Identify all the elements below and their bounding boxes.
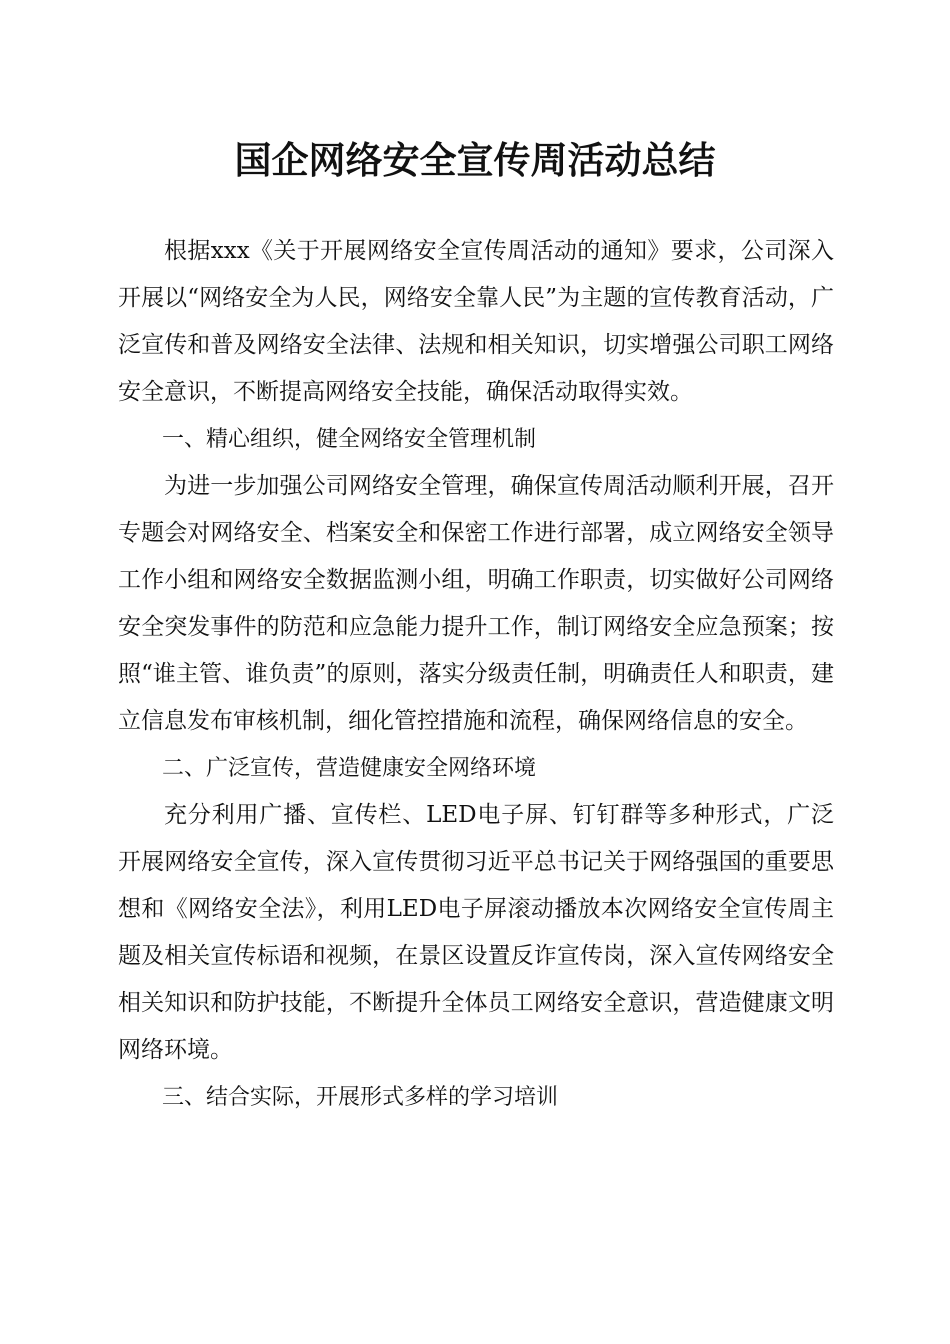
document-body <box>118 228 834 1121</box>
section-body-2: 充分利用广播、宣传栏、LED电子屏、钉钉群等多种形式，广泛开展网络安全宣传，深入宣传贯彻习近平总书记关于网络强国的重要思想和《网络安全法》，利用LED电子屏滚动播放本次网络安全宣传周主题及相关宣传标语和视频，在景区设置反诈宣传岗，深入宣传网络安全相关知识和防护技能，不断提升全体员工网络安全意识，营造健康文明网络环境。 <box>118 802 834 1063</box>
section-heading-1: 一、精心组织，健全网络安全管理机制 <box>162 427 537 452</box>
section-body-1: 为进一步加强公司网络安全管理，确保宣传周活动顺利开展，召开专题会对网络安全、档案安全和保密工作进行部署，成立网络安全领导工作小组和网络安全数据监测小组，明确工作职责，切实做好公司网络安全突发事件的防范和应急能力提升工作，制订网络安全应急预案；按照“谁主管、谁负责”的原则，落实分级责任制，明确责任人和职责，建立信息发布审核机制，细化管控措施和流程，确保网络信息的安全。 <box>118 473 834 734</box>
intro-paragraph: 根据xxx《关于开展网络安全宣传周活动的通知》要求，公司深入开展以“网络安全为人民，网络安全靠人民”为主题的宣传教育活动，广泛宣传和普及网络安全法律、法规和相关知识，切实增强公司职工网络安全意识，不断提高网络安全技能，确保活动取得实效。 <box>118 238 834 405</box>
section-heading-3: 三、结合实际，开展形式多样的学习培训 <box>162 1085 559 1110</box>
section-heading-2: 二、广泛宣传，营造健康安全网络环境 <box>162 756 537 781</box>
document-title: 国企网络安全宣传周活动总结 <box>234 138 716 182</box>
